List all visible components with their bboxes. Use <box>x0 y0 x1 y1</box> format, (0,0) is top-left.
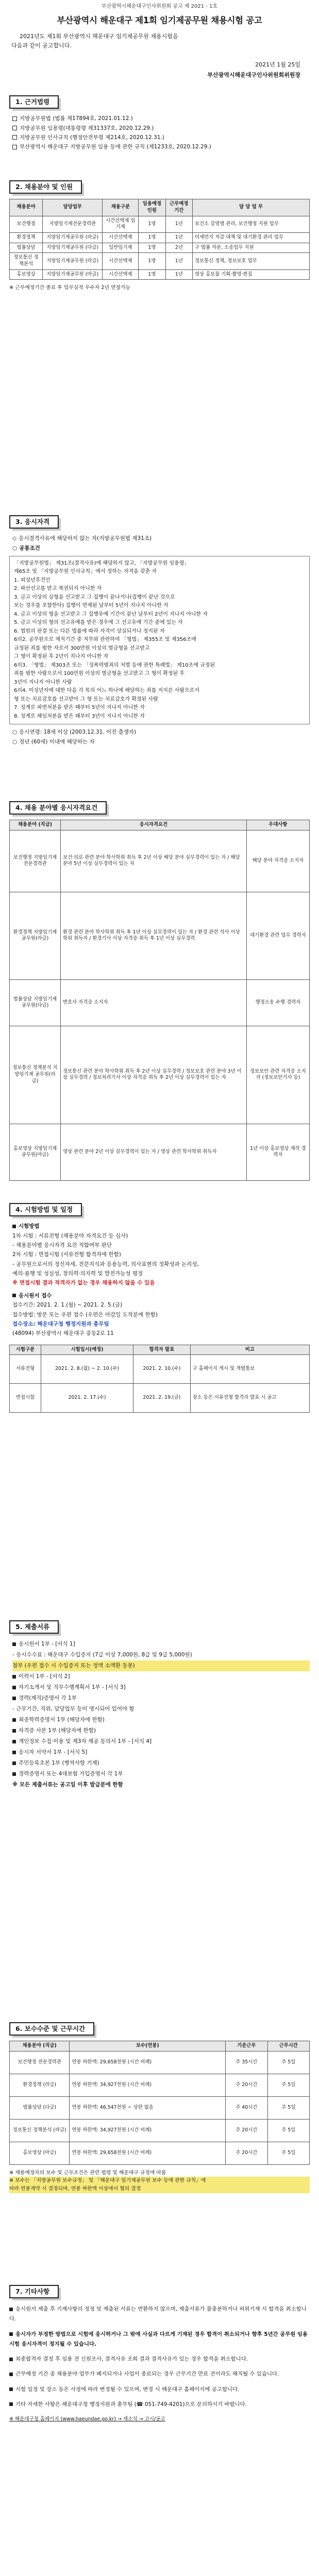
square-bullet-icon <box>12 1225 16 1228</box>
section-documents <box>9 1620 310 1790</box>
table-row: 법률상담 (다급) 연봉 하한액: 46,547천원 ~ 상한 없음 주 40시간 주 5일 <box>10 2096 310 2119</box>
positions-note: ※ 근무예정기간 종료 후 업무실적 우수자 2년 연장가능 <box>9 285 130 291</box>
table-header-row: 채용분야 (직급) 보수(연봉) 기준근무 근무시간 <box>10 2041 310 2052</box>
receipt-line: 접수기간: 2021. 2. 1.(월) ~ 2021. 2. 5.(금) <box>12 1302 123 1309</box>
square-bullet-icon <box>12 135 17 140</box>
schedule-table <box>9 1345 310 1413</box>
table-header-row: 채용분야 (직급) 응시자격요건 우대사항 <box>10 820 310 831</box>
method-line: ※ 면접시험 결과 적격자가 없는 경우 채용하지 않을 수 있음 <box>12 1280 155 1286</box>
misc-item: 시험 일정 및 장소 등은 사정에 따라 변경될 수 있으며, 변경 시 해운대구 홈페이지에 공고합니다. <box>9 2385 310 2395</box>
document-item: 주민등록초본 1부 (병역사항 기재) <box>12 1758 310 1769</box>
section-heading: 6. 보수수준 및 근무시간 <box>9 2022 94 2036</box>
receipt-line: 접수방법: 방문 또는 우편 접수 (우편은 마감일 도착분에 한함) <box>12 1311 158 1318</box>
salary-table <box>9 2041 310 2165</box>
table-header-row: 시험구분 시험일시(예정) 합격자 발표 비고 <box>10 1345 310 1355</box>
square-bullet-icon <box>12 1294 16 1297</box>
square-bullet-icon <box>12 116 17 121</box>
circle-bullet-icon: ○ <box>12 545 18 551</box>
notice-intro <box>11 32 308 50</box>
table-row: 홍보영상 (마급) 연봉 하한액: 29,658천원 (시간 비례) 주 20시간 주 5일 <box>10 2142 310 2164</box>
table-row: 법률상담 지방임기제 공무원(다급) 변호사 자격증 소지자 행정소송 수행 경력자 <box>10 979 310 1026</box>
table-row: 서류전형 2021. 2. 8.(월) ~ 2. 10.(수) 2021. 2. 10.(수) 구 홈페이지 게시 및 개별통보 <box>10 1355 310 1384</box>
intro-line: 다음과 같이 공고합니다. <box>11 42 72 49</box>
table-row: 홍보영상 지방임기제 공무원(마급) 영상 관련 분야 2년 이상 실무경력이 있는 자 / 영상 관련 학사학위 취득자 1년 이상 홍보영상 제작 경력자 <box>10 1124 310 1180</box>
eligibility-retire: ○ 정년 (60세) 이내에 해당하는 자 <box>12 738 95 745</box>
document-note: - 근무기간, 직위, 담당업무 등이 명시되어 있어야 함 <box>12 1706 135 1713</box>
section-requirements <box>9 801 310 1181</box>
receipt-subheading: 응시원서 접수 <box>12 1291 310 1300</box>
receipt-place: 접수장소: 해운대구청 행정지원과 총무팀 <box>12 1320 109 1327</box>
method-subheading: 시험방법 <box>12 1222 310 1231</box>
table-row: 법률상담 지방임기제공무원 (다급) 일반임기제 1명 2년 구 법률 자문, 소송업무 지원 <box>10 243 310 253</box>
document-item: 응시자 서약서 1부 - [서식 5] <box>12 1747 310 1758</box>
table-row: 보건행정 지방임기제 전문경력관 보건·의료 관련 분야 학사학위 취득 후 2년 이상 해당 분야 실무경력이 있는 자 / 해당 분야 5년 이상 실무경력이 있는 자 해당 분야 자격증 소지자 <box>10 830 310 892</box>
misc-item: 응시원서 제출 후 기재사항의 정정 및 제출된 서류는 반환하지 않으며, 제출서류가 불충분하거나 허위기재 시 합격을 취소합니다. <box>9 2306 307 2323</box>
section-heading: 4. 채용 분야별 응시자격요건 <box>9 801 107 815</box>
table-row: 환경정책 (라급) 연봉 하한액: 34,927천원 (시간 비례) 주 20시간 주 5일 <box>10 2074 310 2096</box>
issuing-organization: 부산광역시해운대구인사위원회위원장 <box>207 72 300 78</box>
disqualification-box: 「지방공무원법」 제31조(결격사유)에 해당하지 않고, 「지방공무원 임용령」 제65조 및 「지방공무원 인사규칙」에서 정하는 자격을 갖춘 자 1. 피성년후견인 2. 파산선고를 받고 복권되지 아니한 자 3. 금고 이상의 실형을 선고받고 그 집행이 끝나거나(집행이 끝난 것으로 보는 경우를 포함한다) 집행이 면제된 날부터 5년이 지나지 아니한 자 4. 금고 이상의 형을 선고받고 그 집행유예 기간이 끝난 날부터 2년이 지나지 아니한 자 5. 금고 이상의 형의 선고유예를 받은 경우에 그 선고유예 기간 중에 있는 자 6. 법원의 판결 또는 다른 법률에 따라 자격이 상실되거나 정지된 자 6의2. 공무원으로 재직기간 중 직무와 관련하여 「형법」 제355조 및 제356조에 규정된 죄를 범한 자로서 300만원 이상의 벌금형을 선고받고 그 형이 확정된 후 2년이 지나지 아니한 자 6의3. 「형법」 제303조 또는 「성폭력범죄의 처벌 등에 관한 특례법」 제10조에 규정된 죄를 범한 사람으로서 100만원 이상의 벌금형을 선고받고 그 형이 확정된 후 3년이 지나지 아니한 사람 6의4. 미성년자에 대한 다음 각 목의 어느 하나에 해당하는 죄를 저지른 사람으로서 형 또는 치료감호를 선고받아 그 형 또는 치료감호가 확정된 사람 7. 징계로 파면처분을 받은 때부터 5년이 지나지 아니한 자 8. 징계로 해임처분을 받은 때부터 3년이 지나지 아니한 자 <box>9 556 310 725</box>
section-exam-schedule <box>9 1203 310 1413</box>
misc-item: 최종합격자 결정 후 임용 전 신원조사, 결격사유 조회 결과 결격사유가 있는 경우 합격을 취소합니다. <box>9 2354 310 2364</box>
salary-note: ※ 채용예정자의 보수 및 근무조건은 관련 법령 및 해운대구 규정에 따름 <box>9 2170 166 2176</box>
law-item: 지방공무원 임용령(대통령령 제31337호, 2020.12.29.) <box>12 124 310 133</box>
misc-item: 기타 자세한 사항은 해운대구청 행정지원과 총무팀 (☎ 051-749-4201)으로 문의하시기 바랍니다. <box>9 2400 310 2410</box>
misc-item: 근무예정 기간 중 채용분야 업무가 폐지되거나 사업이 종료되는 경우 근무기간 만료 전이라도 해직될 수 있습니다. <box>9 2369 310 2379</box>
section-positions <box>9 180 310 292</box>
law-item: 부산광역시 해운대구 지방공무원 임용 등에 관한 규칙 (제1233호, 2020.12.29.) <box>12 142 310 151</box>
table-row: 정보통신 정책분석 (라급) 연봉 하한액: 34,927천원 (시간 비례) 주 20시간 주 5일 <box>10 2119 310 2142</box>
law-item: 지방공무원 인사규칙 (행정안전부령 제214호, 2020.12.31.) <box>12 133 310 142</box>
section-heading: 5. 제출서류 <box>9 1620 59 1634</box>
salary-note: 따라 연봉계약 시 결정되며, 연봉 하한액 이상에서 협의 결정 <box>9 2185 310 2193</box>
homepage-link[interactable]: ※ 해운대구청 홈페이지 (www.haeundae.go.kr) → 새소식 → 고시/공고 <box>9 2416 165 2422</box>
misc-item: 응시자가 부정한 방법으로 시험에 응시하거나 그 밖에 사실과 다르게 기재된 경우 합격이 취소되거나 향후 5년간 공무원 임용시험 응시자격이 정지될 수 있습니다. <box>9 2331 308 2347</box>
table-row: 보건행정 전문경력관 연봉 하한액: 29,658천원 (시간 비례) 주 35시간 주 5일 <box>10 2051 310 2074</box>
table-row: 보건행정 지방임기제전문경력관 시간선택제 임기제 1명 1년 보건소 감염병 관리, 보건행정 지원 업무 <box>10 216 310 232</box>
method-line: 2차 시험 : 면접시험 (서류전형 합격자에 한함) <box>12 1251 121 1258</box>
positions-table <box>9 199 310 280</box>
section-misc <box>9 2285 310 2424</box>
table-row: 정보통신 정책분석 지방임기제공무원 (라급) 시간선택제 1명 1년 정보통신 정책, 정보보호 업무 <box>10 253 310 269</box>
eligibility-subheading: ○ 공통조건 <box>12 544 310 553</box>
notice-title: 부산광역시 해운대구 제1회 임기제공무원 채용시험 공고 <box>57 15 262 25</box>
method-line: 1차 시험 : 서류전형 (채용분야 자격요건 등 심사) <box>12 1232 128 1239</box>
method-line: - 채용분야별 응시자격 요건 적합여부 판단 <box>12 1242 112 1248</box>
eligibility-age: ○ 응시연령: 18세 이상 (2003.12.31. 이전 출생자) <box>12 729 137 736</box>
section-eligibility <box>9 515 310 747</box>
section-legal-basis <box>9 95 310 152</box>
section-heading: 3. 응시자격 <box>9 515 59 529</box>
document-item: 최종학력증명서 1부 (해당자에 한함) <box>12 1715 310 1725</box>
table-row: 정보통신 정책분석 지방임기제 공무원(라급) 정보통신 관련 분야 학사학위 취득 후 2년 이상 실무경력 / 정보보호 관련 분야 3년 이상 실무경력 / 정보처리기사 이상 자격증 취득 후 2년 이상 실무경력이 있는 자 정보보안 관련 자격증 소지자 (정보보안기사 등) <box>10 1026 310 1124</box>
law-item: 지방공무원법 (법률 제17894호, 2021.01.12.) <box>12 114 310 123</box>
document-note: - 응시수수료 : 해운대구 수입증지 (7급 이상 7,000원, 8급 및 9급 5,000원) <box>12 1652 192 1658</box>
eligibility-lead: ◇ 응시결격사유에 해당하지 않는 자(지방공무원법 제31조) <box>12 534 310 543</box>
document-item: 경력증명서 또는 4대보험 가입증명서 각 1부 <box>12 1769 310 1780</box>
section-heading: 4. 시험방법 및 일정 <box>9 1203 82 1216</box>
document-note: ※ 모든 제출서류는 공고일 이후 발급분에 한함 <box>12 1782 123 1788</box>
document-item: 자기소개서 및 직무수행계획서 1부 - [서식 3] <box>12 1682 310 1693</box>
intro-line: 2021년도 제1회 부산광역시 해운대구 임기제공무원 채용시험을 <box>20 33 178 40</box>
notice-number: 부산광역시해운대구인사위원회 공고 제 2021 - 1호 <box>101 4 218 9</box>
document-item: 개인정보 수집·이용 및 제3자 제공 동의서 1부 - [서식 4] <box>12 1736 310 1747</box>
requirements-table <box>9 820 310 1181</box>
section-salary <box>9 2022 310 2193</box>
notice-date: 2021년 1월 25일 <box>255 61 300 68</box>
square-bullet-icon <box>12 126 17 130</box>
section-heading: 1. 근거법령 <box>9 95 59 109</box>
table-row: 홍보영상 지방임기제공무원 (마급) 시간선택제 1명 1년 영상 홍보물 기획·촬영·편집 <box>10 269 310 280</box>
table-row: 면접시험 2021. 2. 17.(수) 2021. 2. 19.(금) 장소 등은 서류전형 합격자 발표 시 공고 <box>10 1384 310 1413</box>
receipt-address: (48094) 부산광역시 해운대구 중동2로 11 <box>12 1330 114 1337</box>
table-row: 환경정책 지방임기제공무원 (라급) 시간선택제 1명 1년 미세먼지 저감 대책 및 대기환경 관리 업무 <box>10 232 310 243</box>
method-line: - 공무원으로서의 정신자세, 전문지식과 응용능력, 의사표현의 정확성과 논리성, <box>12 1261 199 1267</box>
document-note: 첨부 (우편 접수 시 수입증지 또는 정액 소액환 동봉) <box>12 1660 310 1671</box>
diamond-bullet-icon: ◇ <box>12 535 17 542</box>
method-line: 예의·품행 및 성실성, 창의력·의지력 및 발전가능성 평정 <box>12 1270 143 1277</box>
document-item: 자격증 사본 1부 (해당자에 한함) <box>12 1725 310 1736</box>
section-heading: 2. 채용분야 및 인원 <box>9 180 82 194</box>
document-item: 경력(재직)증명서 각 1부 <box>12 1693 310 1704</box>
section-heading: 7. 기타사항 <box>9 2285 59 2298</box>
square-bullet-icon <box>12 145 17 149</box>
document-item: 응시원서 1부 - [서식 1] <box>12 1639 310 1650</box>
salary-note: ※ 보수는 「지방공무원 보수규정」 및 「해운대구 임기제공무원 보수 등에 관한 규칙」에 <box>9 2177 310 2185</box>
document-item: 이력서 1부 - [서식 2] <box>12 1671 310 1682</box>
table-header-row: 채용분야 담당업무 채용구분 임용예정 인원 근무예정 기간 담 당 업 무 <box>10 199 310 216</box>
table-row: 환경정책 지방임기제 공무원(라급) 환경 관련 분야 학사학위 취득 후 1년 이상 실무경력이 있는 자 / 환경 관련 석사 이상 학위 취득자 / 환경기사 이상 자격증 취득 후 1년 이상 실무경력 대기환경 관련 업무 경력자 <box>10 892 310 979</box>
